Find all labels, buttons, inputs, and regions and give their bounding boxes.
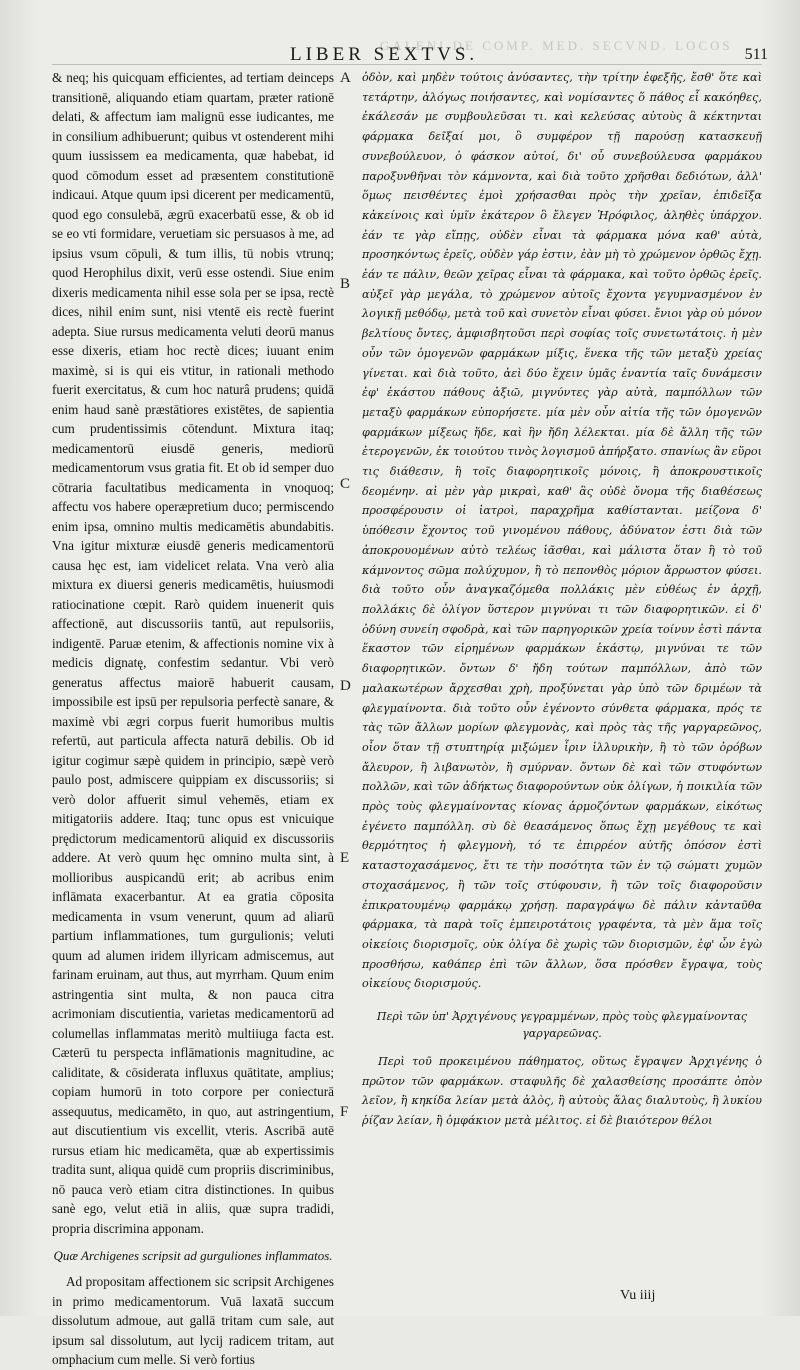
latin-body: & neq; his quicquam efficientes, ad tertiam deinceps transitionē, aliquando etiam quartam, præter rationē delati, & affectum iam malignū esse iudicantes, me in consilium adhibuerunt; quibus vt ostenderent mihi quum iussissem ea medicamenta, quæ habebat, id quod cōmodum esset ad præsentem constitutionē indicaui. Atque quum ipsi dicerent per medicamentū, quod ego consulebā, ægrū exacerbatū esse, & ob id se eo vti formidare, veruetiam sic persuasos à me, ad ipsius vsum cōpuli, & tum illis, tū nobis vtrunq; quod Herophilus dixit, verū esse ostendi. Siue enim dixeris medicamenta nihil esse sola per se ipsa, rectè dices, nihil enim sunt, nisi vtentē eis rectè fuerint adepta. Siue rursus medicamenta veluti deorū manus esse dixeris, etiam hoc rectè dices; iuuant enim maximè, si is qui eis vtitur, in rationali methodo fuerit exercitatus, & cum hoc naturâ prudens; quidā enim haud sanè præstātiores existētes, de sapientia cum prudentissimis cōtendunt. Mixtura itaq; medicamentorū eiusdē generis, mediorū medicamentorum vsus gratia fit. Et ob id semper duo cōtraria facultatibus medicamenta in vnoquoq; affectu vos habere operæpretium duco; permiscendo enim ipsa, omnino multis medicamētis abundabitis. Vna igitur mixturæ eiusdē generis medicamentorū causa hęc est, iam videlicet relata. Vna verò alia mixtura ex diuersi generis medicamētis, huiusmodi ratiocinatione cœpit. Rarò quidem inuenerit quis affectionē, aut discussoriis tantū, aut repulsoriis, indigentē. Paruæ etenim, & affectionis nomine vix à medicis dignatę, confestim sedantur. Vbi verò generatus affectus maiorē habuerit causam, impossibile est ipsū per repulsoria perfectè sanare, & maximè vbi ægri corpus fuerit humoribus multis refertū, aut particula affecta naturā debilis. Ob id igitur cogimur sæpè quidem in principio, sæpè verò paulo post, admiscere quippiam ex discussoriis; si verò dolor affuerit simul vehemēs, etiam ex mitigatoriis addere. Itaq; tunc opus est vnicuique prędictorum medicamentorū aliquid ex discussoriis addere. At verò quum hęc omnino multa sint, à mollioribus auspicandū erit; ab acribus enim inflāmata exacerbantur. At ea gratia cōposita medicamenta in vsum venerunt, quum ad aliarū partium inflammationes, tum gurgulionis; veluti quum ad alumen iridem illyricam admiscemus, aut farinam eruinam, aut thus, aut myrrham. Quum enim astringentia sint multa, & non pauca citra acrimoniam discutientia, varietas medicamentorū ad columellas inflammatas meritò multiiuga facta est. Cæterū tu perspecta inflāmationis magnitudine, ac caliditate, & cōsiderata influxus quātitate, amplius; copiam humorū in toto corpore per coniecturā assequutus, medicamēto, in quo, aut astringentium, aut discutientium vis excellit, vteris. Ascribā autē rursus etiam hic medicamēta, quæ ab expertissimis tradita sunt, aliqua quidē cum propriis discriminibus, nō pauca verò etiam citra distinctiones. In quibus sanè ego, velut etiā in aliis, quæ supra tradidi, propria discrimina apponam. [52, 70, 334, 1236]
latin-column [52, 68, 334, 1370]
margin-marker-c: C [340, 476, 351, 492]
margin-marker-e: E [340, 850, 350, 866]
greek-column [362, 68, 762, 1131]
greek-body: ὁδὸν, καὶ μηδὲν τούτοις ἀνύσαντες, τὴν τρίτην ἐφεξῆς, ἔσθ' ὅτε καὶ τετάρτην, ἀλόγως ποιήσαντες, καὶ νομίσαντες ὅ πάθος εἶ κακόηθες, ἐκάλεσάν με συμβουλεῦσαι τι. καὶ κελεύσας αὐτοὺς ἃ κέκτηνται φάρμακα δεῖξαί μοι, ὃ συμφέρον τῇ παρούσῃ κατασκευῇ συνεβούλευον, ὁ φάσκον αὐτοί, δι' οὗ συνεβούλευσα φαρμάκου παροξυνθῆναι τὸν κάμνοντα, καὶ διὰ τοῦτο χρῆσθαι δεδιότων, ἀλλ' ὅμως πεισθέντες ἐμοὶ χρήσασθαι πρὸς τὴν χρεῖαν, ἐπιδεῖξα κἀκείνοις καὶ ὑμῖν ἑκάτερον ὃ ἔλεγεν Ἡρόφιλος, ἀληθὲς ὑπάρχον. ἐάν τε γὰρ εἴπῃς, οὐδὲν εἶναι τὰ φάρμακα μόνα καθ' αὐτὰ, προσηκόντως ἐρεῖς, οὐδὲν γάρ ἐστιν, ἐὰν μὴ τὸ χρώμενον ὀρθῶς ἔχῃ. ἐάν τε πάλιν, θεῶν χεῖρας εἶναι τὰ φάρμακα, καὶ τοῦτο ὀρθῶς ἐρεῖς. αὐξεῖ γὰρ μεγάλα, τὸ χρώμενον αὐτοῖς ἔχοντα γεγυμνασμένον ἐν λογικῇ μεθόδῳ, μετὰ τοῦ καὶ συνετὸν εἶναι φύσει. ἔνιοι γὰρ οὐ μόνον βελτίους ὄντες, ἀμφισβητοῦσι περὶ σοφίας τοῖς συνετωτάτοις. ἡ μὲν οὖν τῶν ὁμογενῶν φαρμάκων μίξις, ἕνεκα τῆς τῶν μεταξὺ χρείας γίνεται. καὶ διὰ τοῦτο, ἀεὶ δύο ἔχειν ὑμᾶς ἐναντία ταῖς δυνάμεσιν ἐφ' ἑκάστου πάθους ἀξιῶ, μιγνύντες γὰρ αὐτὰ, παμπόλλων τῶν μεταξὺ φαρμάκων εὐπορήσετε. μία μὲν οὖν αἰτία τῆς τῶν ὁμογενῶν φαρμάκων μίξεως ἥδε, καὶ ἣν ἤδη λέλεκται. μία δὲ ἄλλη τῆς τῶν ἑτερογενῶν, ἐκ τοιούτου τινὸς λογισμοῦ ἀπήρξατο. σπανίως ἂν εὕροι τις διάθεσιν, ἢ τοῖς διαφορητικοῖς μόνοις, ἢ ἀποκρουστικοῖς δεομένην. αἱ μὲν γὰρ μικραὶ, καθ' ἃς οὐδὲ ὄνομα τῆς διαθέσεως προσφέρουσιν οἱ ἰατροὶ, παραχρῆμα καθίστανται. μείζονα δ' ὑπόθεσιν ἔχοντος τοῦ γινομένου πάθους, ἀδύνατον ἐστι διὰ τῶν ἀποκρουομένων αὐτὸ τελέως ἰᾶσθαι, καὶ μάλιστα ὅταν ἢ τὸ τοῦ κάμνοντος σῶμα πολύχυμον, ἢ τὸ πεπονθὸς μόριον ἄρρωστον φύσει. διὰ τοῦτο οὖν ἀναγκαζόμεθα πολλάκις μὲν εὐθέως ἐν ἀρχῇ, πολλάκις δὲ ὀλίγον ὕστερον μιγνύναι τι τῶν διαφορητικῶν. εἰ δ' ὀδύνη συνείη σφοδρὰ, καὶ τῶν παρηγορικῶν χρεία τοίνυν ἐστὶ πάντα ἕκαστον τῶν εἰρημένων φαρμάκων ἑκάστῳ, μιγνύναι τε τῶν διαφορητικῶν. ὄντων δ' ἤδη τούτων παμπόλλων, ἀπὸ τῶν μαλακωτέρων ἄρχεσθαι χρὴ, προξύνεται γὰρ ὑπὸ τῶν δριμέων τὰ φλεγμαίνοντα. διὰ τοῦτο οὖν ἐγένοντο σύνθετα φάρμακα, πρός τε τὰς τῶν ἄλλων μορίων φλεγμονὰς, καὶ πρὸς τὰς τῆς γαργαρεῶνος, οἷον ὅταν τῇ στυπτηρίᾳ μιξώμεν ἶριν ἰλλυρικὴν, ἢ τὸ τῶν ὀρόβων ἄλευρον, ἢ λιβανωτὸν, ἢ σμύρναν. ὄντων δὲ καὶ τῶν στυφόντων πολλῶν, καὶ τῶν ἀδήκτως διαφορούντων οὐκ ὀλίγων, ἡ ποικιλία τῶν πρὸς τοὺς φλεγμαίνοντας κίονας ἁρμοζόντων φαρμάκων, εἰκότως ἐγένετο παμπόλλη. σὺ δὲ θεασάμενος ὅπως ἔχῃ μεγέθους τε καὶ θερμότητος ἡ φλεγμονὴ, τό τε ἐπιρρέον αὐτῆς ὁπόσον ἐστὶ καταστοχασάμενος, ἔτι τε τὴν ποσότητα τῶν ἐν τῷ σώματι χυμῶν στοχασάμενος, ἢ τῶν τοῖς στύφουσιν, ἢ τῶν τοῖς διαφοροῦσιν ἐπικρατουμένῳ φαρμάκῳ χρήσῃ. παραγράψω δὲ πάλιν κἀνταῦθα φάρμακα, τὰ παρὰ τοῖς ἐμπειροτάτοις γραφέντα, τὰ μὲν ἅμα τοῖς οἰκείοις διορισμοῖς, οὐκ ὀλίγα δὲ χωρὶς τῶν διορισμῶν, ἐφ' ὧν ἐγὼ προσθήσω, καθάπερ ἐπὶ τῶν ἄλλων, ὅσα πρόσθεν ἔγραψα, τοὺς οἰκείους διορισμούς. [362, 71, 762, 991]
running-head: LIBER SEXTVS. [290, 44, 479, 65]
greek-section-heading: Περὶ τῶν ὑπ' Ἀρχιγένους γεγραμμένων, πρὸς τοὺς φλεγμαίνοντας γαργαρεῶνας. [376, 1010, 748, 1041]
bleed-through-text: GALENI DE COMP. MED. SECVND. LOCOS [380, 38, 733, 53]
signature-mark: Vu iiij [620, 1288, 656, 1303]
greek-body-continued: Περὶ τοῦ προκειμένου πάθηματος, οὕτως ἔγραψεν Ἀρχιγένης ὁ πρῶτον τῶν φαρμάκων. σταφυλῆς δὲ χαλασθείσης προσάπτε ὀπὸν λεῖον, ἢ κηκίδα λείαν μετὰ ἁλὸς, ἢ αὐτοὺς ἅλας διαλυτοὺς, ἢ λυκίου ῥίζαν λείαν, ἢ ὀμφάκιον μετὰ μέλιτος. εἰ δὲ βιαιότερον θέλοι [362, 1055, 762, 1128]
page-number: 511 [744, 46, 768, 63]
latin-section-heading: Quæ Archigenes scripsit ad gurguliones inflammatos. [53, 1248, 333, 1263]
margin-marker-b: B [340, 276, 351, 292]
margin-marker-d: D [340, 678, 351, 694]
margin-marker-f: F [340, 1104, 349, 1120]
margin-marker-a: A [340, 70, 351, 86]
latin-body-continued: Ad propositam affectionem sic scripsit Archigenes in primo medicamentorum. Vuā laxatā succum dissolutum admoue, aut gallā tritam cum sale, aut ipsum sal dissolutum, aut lycij radicem tritam, aut omphacium cum melle. Si verò fortius [52, 1274, 334, 1367]
